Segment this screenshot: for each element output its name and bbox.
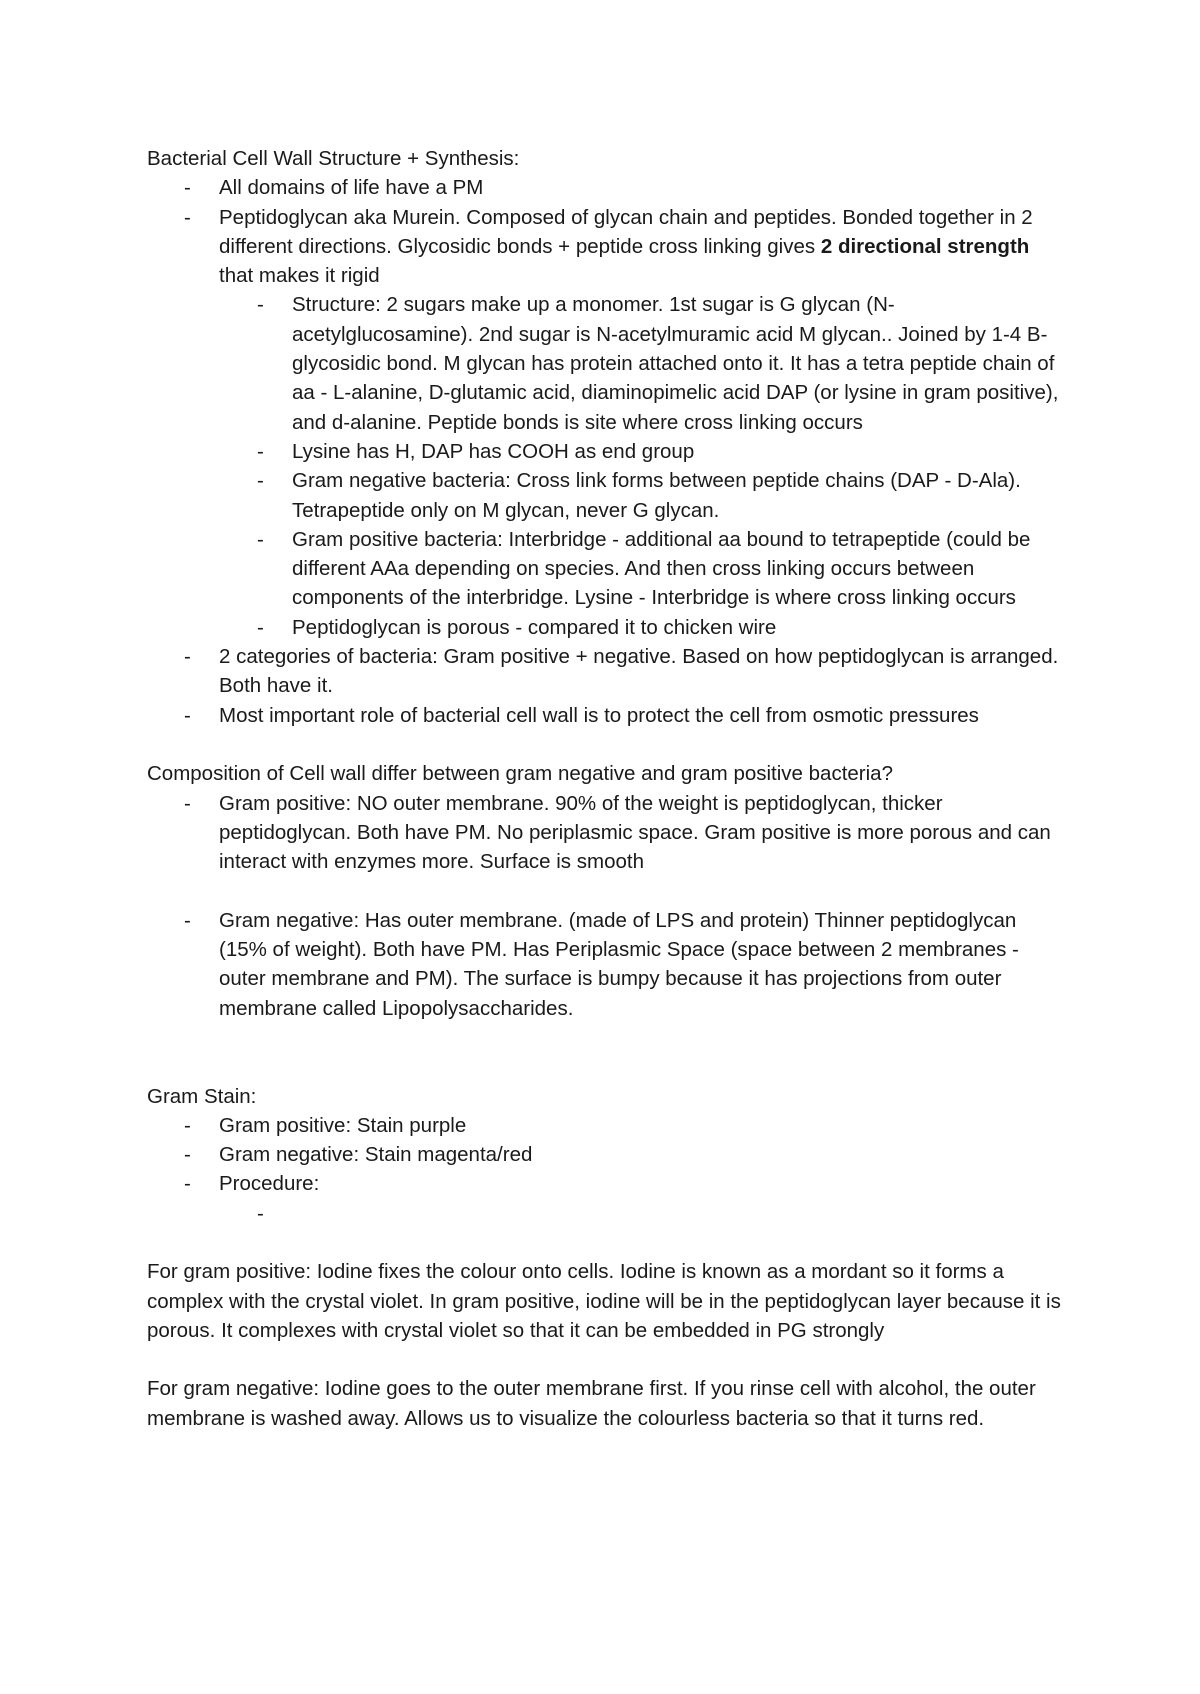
bullet-dash: - [184, 791, 191, 815]
sub-list-item [147, 1199, 1067, 1228]
bold-text: 2 directional strength [820, 234, 1030, 258]
list-item-text: Gram negative: Stain magenta/red [219, 1143, 533, 1167]
spacer [147, 876, 1067, 905]
sub-list-item [147, 525, 1067, 613]
bullet-dash: - [184, 1172, 191, 1196]
sub-list-item [147, 466, 1067, 525]
spacer [147, 730, 1067, 759]
spacer [147, 1228, 1067, 1257]
list-item-text: Gram negative: Has outer membrane. (made of LPS and protein) Thinner peptidoglycan (15% of weight). Both have PM. Has Periplasmic Space (space between 2 membranes - outer membrane and PM). The surface is bumpy because it has projections from outer membrane called Lipopolysaccharides. [219, 908, 1019, 1020]
list-item-text: Gram negative bacteria: Cross link forms between peptide chains (DAP - D-Ala). Tetrapeptide only on M glycan, never G glycan. [292, 469, 1021, 522]
paragraph-gram-positive: For gram positive: Iodine fixes the colour onto cells. Iodine is known as a mordant so it forms a complex with the crystal violet. In gram positive, iodine will be in the peptidoglycan layer because it is porous. It complexes with crystal violet so that it can be embedded in PG strongly [147, 1260, 1061, 1342]
list-item [147, 906, 1067, 1023]
sub-list-item [147, 290, 1067, 436]
section-heading-cell-wall: Bacterial Cell Wall Structure + Synthesis: [147, 147, 520, 170]
list-item-text: Procedure: [219, 1172, 320, 1196]
bullet-dash: - [257, 527, 264, 551]
list-item [147, 1111, 1067, 1140]
document-page [147, 144, 1067, 1433]
list-item [147, 173, 1067, 202]
sub-list-item [147, 613, 1067, 642]
bullet-dash: - [184, 645, 191, 669]
list-item-text: Gram positive: Stain purple [219, 1113, 467, 1137]
list-item-text: Peptidoglycan aka Murein. Composed of glycan chain and peptides. Bonded together in 2 different directions. Glycosidic bonds + peptide cross linking gives [219, 205, 1033, 258]
bullet-dash: - [257, 469, 264, 493]
section-heading-composition: Composition of Cell wall differ between gram negative and gram positive bacteria? [147, 762, 893, 786]
spacer [147, 1345, 1067, 1374]
bullet-dash: - [257, 439, 264, 463]
list-item [147, 1140, 1067, 1169]
list-item-text: Peptidoglycan is porous - compared it to chicken wire [292, 615, 777, 639]
sub-list-item [147, 437, 1067, 466]
bullet-dash: - [184, 205, 191, 229]
list-item-text: Most important role of bacterial cell wall is to protect the cell from osmotic pressures [219, 703, 979, 727]
list-item-text: Lysine has H, DAP has COOH as end group [292, 439, 695, 463]
gram-stain-list [147, 1111, 1067, 1228]
cell-wall-list [147, 173, 1067, 730]
list-item [147, 203, 1067, 291]
list-item-text: 2 categories of bacteria: Gram positive + negative. Based on how peptidoglycan is arranged. Both have it. [219, 645, 1059, 698]
list-item-text: Gram positive: NO outer membrane. 90% of the weight is peptidoglycan, thicker peptidoglycan. Both have PM. No periplasmic space. Gram positive is more porous and can interact with enzymes more. Surface is smooth [219, 791, 1051, 874]
bullet-dash: - [184, 1113, 191, 1137]
list-item-text: Gram positive bacteria: Interbridge - additional aa bound to tetrapeptide (could be different AAa depending on species. And then cross linking occurs between components of the interbridge. Lysine - Interbridge is where cross linking occurs [292, 527, 1031, 610]
spacer [147, 1023, 1067, 1082]
list-item [147, 789, 1067, 877]
bullet-dash: - [184, 703, 191, 727]
bullet-dash: - [184, 1143, 191, 1167]
list-item [147, 701, 1067, 730]
list-item [147, 642, 1067, 701]
bullet-dash: - [184, 908, 191, 932]
bullet-dash: - [257, 1201, 264, 1225]
list-item [147, 1169, 1067, 1198]
bullet-dash: - [184, 176, 191, 200]
paragraph-gram-negative: For gram negative: Iodine goes to the outer membrane first. If you rinse cell with alcohol, the outer membrane is washed away. Allows us to visualize the colourless bacteria so that it turns red. [147, 1377, 1036, 1430]
list-item-text: Structure: 2 sugars make up a monomer. 1st sugar is G glycan (N-acetylglucosamine). 2nd sugar is N-acetylmuramic acid M glycan.. Joined by 1-4 B-glycosidic bond. M glycan has protein attached onto it. It has a tetra peptide chain of aa - L-alanine, D-glutamic acid, diaminopimelic acid DAP (or lysine in gram positive), and d-alanine. Peptide bonds is site where cross linking occurs [292, 293, 1059, 434]
bullet-dash: - [257, 615, 264, 639]
section-heading-gram-stain: Gram Stain: [147, 1084, 257, 1108]
bullet-dash: - [257, 293, 264, 317]
list-item-text: that makes it rigid [219, 264, 380, 288]
composition-list [147, 789, 1067, 1023]
list-item-text: All domains of life have a PM [219, 176, 484, 200]
